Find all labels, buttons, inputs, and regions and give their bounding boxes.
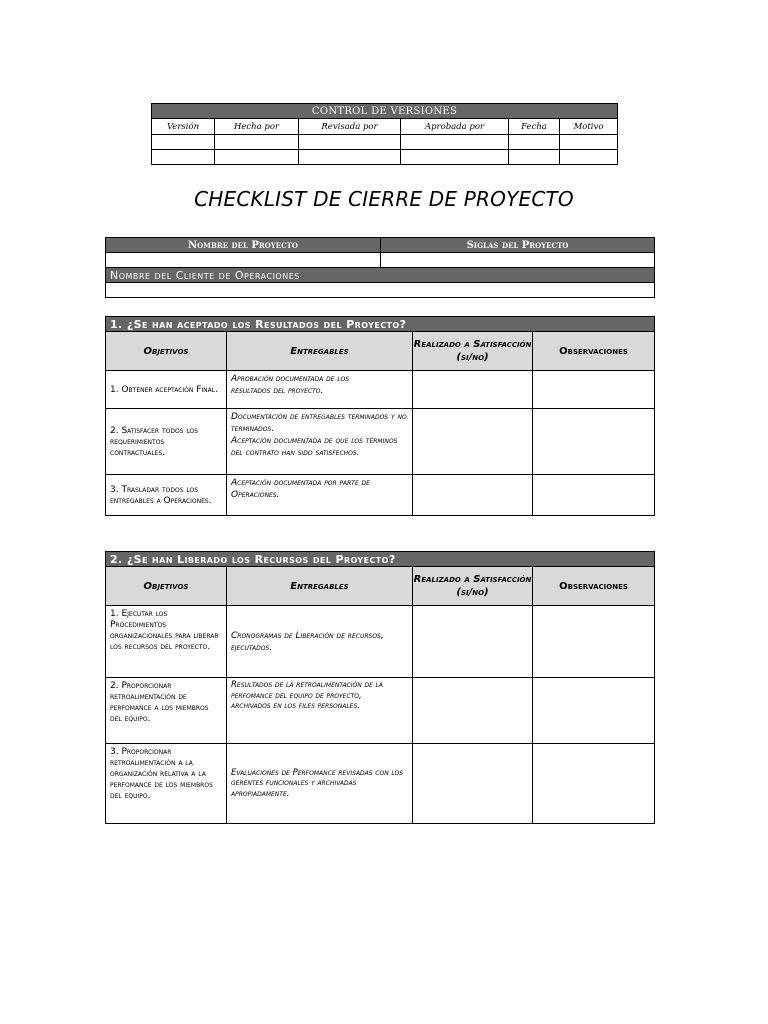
version-cell[interactable] (560, 150, 618, 165)
deliverable-cell: Resultados de la retroalimentación de la perfomance del equipo de proyecto, archivados en los files personales. (227, 678, 413, 744)
project-name-label: Nombre del Proyecto (106, 238, 381, 253)
deliverable-cell: Aceptación documentada por parte de Operaciones. (227, 475, 413, 516)
notes-cell[interactable] (533, 606, 655, 678)
objective-cell: 1. Obtener aceptación Final. (106, 371, 227, 409)
objective-cell: 2. Satisfacer todos los requerimientos contractuales. (106, 409, 227, 475)
column-made-by: Hecha por (215, 119, 299, 135)
version-cell[interactable] (401, 135, 509, 150)
column-approved-by: Aprobada por (401, 119, 509, 135)
version-cell[interactable] (152, 150, 215, 165)
column-date: Fecha (509, 119, 560, 135)
objective-cell: 2. Proporcionar retroalimentación de perfomance a los miembros del equipo. (106, 678, 227, 744)
observations-header: Observaciones (533, 567, 655, 606)
version-cell[interactable] (560, 135, 618, 150)
version-cell[interactable] (401, 150, 509, 165)
done-cell[interactable] (413, 744, 533, 824)
version-cell[interactable] (215, 150, 299, 165)
client-name-field[interactable] (106, 283, 655, 298)
project-name-field[interactable] (106, 253, 381, 268)
version-cell[interactable] (215, 135, 299, 150)
version-cell[interactable] (509, 150, 560, 165)
done-cell[interactable] (413, 409, 533, 475)
page-title: CHECKLIST DE CIERRE DE PROYECTO (194, 187, 574, 211)
project-info-table (105, 237, 655, 298)
client-name-label: Nombre del Cliente de Operaciones (106, 268, 655, 283)
version-control-title: CONTROL DE VERSIONES (152, 104, 618, 119)
deliverable-cell: Evaluaciones de Perfomance revisadas con los gerentes funcionales y archivadas apropiadamente. (227, 744, 413, 824)
section-title: 1. ¿Se han aceptado los Resultados del Proyecto? (106, 317, 655, 332)
notes-cell[interactable] (533, 409, 655, 475)
observations-header: Observaciones (533, 332, 655, 371)
version-cell[interactable] (299, 135, 401, 150)
section-resources-released (105, 551, 655, 824)
done-header: Realizado a Satisfacción (si/no) (413, 567, 533, 606)
column-reason: Motivo (560, 119, 618, 135)
column-version: Versión (152, 119, 215, 135)
objective-cell: 3. Trasladar todos los entregables a Operaciones. (106, 475, 227, 516)
deliverables-header: Entregables (227, 332, 413, 371)
version-cell[interactable] (299, 150, 401, 165)
deliverable-cell: Aprobación documentada de los resultados del proyecto. (227, 371, 413, 409)
done-cell[interactable] (413, 371, 533, 409)
done-cell[interactable] (413, 606, 533, 678)
notes-cell[interactable] (533, 475, 655, 516)
version-cell[interactable] (509, 135, 560, 150)
objective-cell: 1. Ejecutar los Procedimientos organizacionales para liberar los recursos del proyecto. (106, 606, 227, 678)
notes-cell[interactable] (533, 678, 655, 744)
deliverable-cell: Cronogramas de Liberación de recursos, ejecutados. (227, 606, 413, 678)
section-results-accepted (105, 316, 655, 516)
deliverable-cell: Documentación de entregables terminados y no terminados. Aceptación documentada de que los términos del contrato han sido satisfechos. (227, 409, 413, 475)
done-cell[interactable] (413, 475, 533, 516)
version-cell[interactable] (152, 135, 215, 150)
objectives-header: Objetivos (106, 567, 227, 606)
objectives-header: Objetivos (106, 332, 227, 371)
notes-cell[interactable] (533, 744, 655, 824)
version-control-table (151, 103, 618, 165)
column-reviewed-by: Revisada por (299, 119, 401, 135)
project-acronym-field[interactable] (381, 253, 655, 268)
objective-cell: 3. Proporcionar retroalimentación a la organización relativa a la perfomance de los miembros del equipo. (106, 744, 227, 824)
notes-cell[interactable] (533, 371, 655, 409)
done-header: Realizado a Satisfacción (si/no) (413, 332, 533, 371)
section-title: 2. ¿Se han Liberado los Recursos del Proyecto? (106, 552, 655, 567)
done-cell[interactable] (413, 678, 533, 744)
deliverables-header: Entregables (227, 567, 413, 606)
project-acronym-label: Siglas del Proyecto (381, 238, 655, 253)
